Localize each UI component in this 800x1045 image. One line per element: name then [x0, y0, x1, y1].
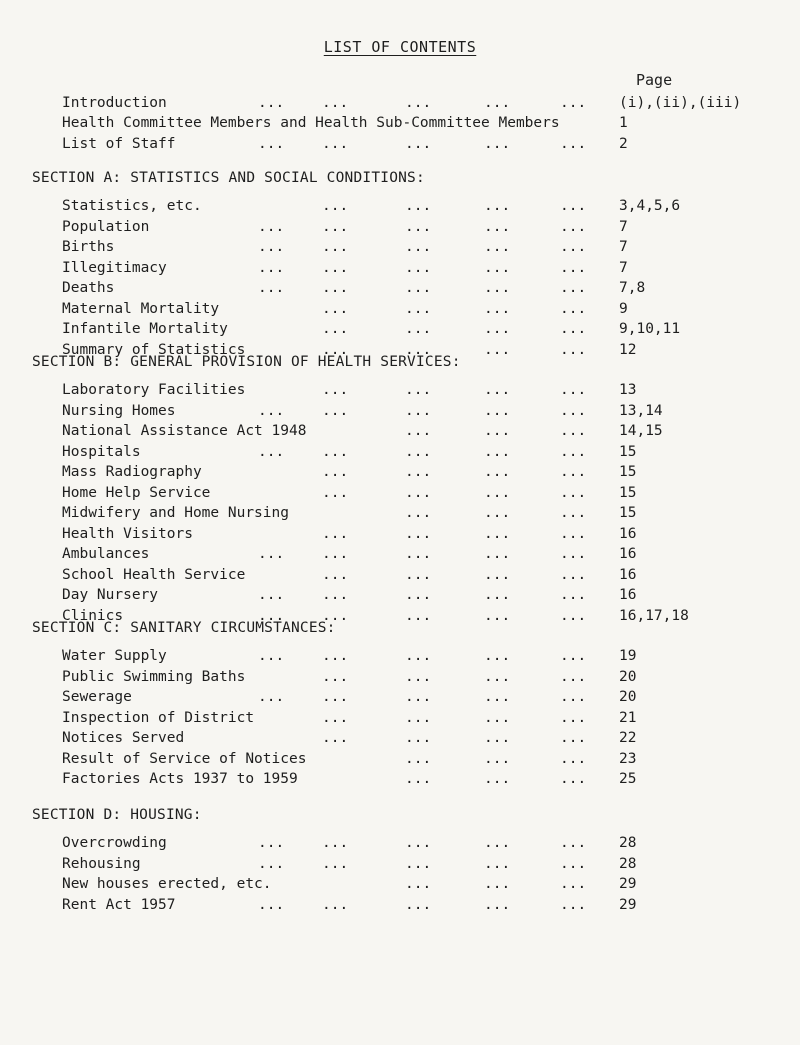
contents-entry: [62, 874, 762, 894]
entry-label: Deaths: [62, 280, 115, 296]
leader-dots: ...: [322, 402, 349, 419]
leader-dots: ...: [560, 750, 587, 767]
contents-entry: [62, 646, 762, 666]
entry-page-number: 1: [619, 115, 628, 131]
leader-dots: ...: [258, 95, 285, 111]
entry-label: Inspection of District: [62, 709, 255, 726]
leader-dots: ...: [405, 648, 432, 664]
leader-dots: ...: [560, 546, 587, 562]
leader-dots: ...: [405, 402, 432, 419]
leader-dots: ...: [258, 280, 285, 296]
leader-dots: ...: [560, 709, 587, 726]
leader-dots: ...: [484, 525, 511, 542]
leader-dots: ...: [258, 648, 285, 664]
dot-leader: [62, 217, 622, 237]
dot-leader: [62, 442, 622, 462]
leader-dots: ...: [405, 95, 432, 111]
entry-label: Summary of Statistics: [62, 341, 246, 358]
dot-leader: [62, 299, 622, 319]
leader-dots: ...: [258, 136, 285, 152]
leader-dots: ...: [560, 484, 587, 501]
leader-dots: ...: [405, 484, 432, 501]
contents-entry: [62, 503, 762, 523]
contents-entry: [62, 442, 762, 462]
leader-dots: ...: [405, 835, 432, 851]
entry-label: Notices Served: [62, 730, 185, 746]
entry-label: Rehousing: [62, 855, 141, 872]
dot-leader: [62, 258, 622, 278]
leader-dots: ...: [484, 423, 511, 439]
entry-label: Public Swimming Baths: [62, 668, 246, 685]
leader-dots: ...: [258, 835, 285, 851]
leader-dots: ...: [560, 464, 587, 480]
entry-label: Laboratory Facilities: [62, 382, 246, 398]
leader-dots: ...: [322, 341, 349, 358]
leader-dots: ...: [484, 443, 511, 460]
leader-dots: ...: [405, 300, 432, 317]
leader-dots: ...: [560, 771, 587, 787]
leader-dots: ...: [322, 896, 349, 913]
leader-dots: ...: [258, 546, 285, 562]
entry-label: School Health Service: [62, 566, 246, 583]
leader-dots: ...: [484, 464, 511, 480]
entry-page-number: 15: [619, 505, 637, 521]
leader-dots: ...: [484, 607, 511, 624]
entry-page-number: 12: [619, 341, 637, 358]
entry-page-number: 28: [619, 855, 637, 872]
leader-dots: ...: [405, 423, 432, 439]
leader-dots: ...: [560, 648, 587, 664]
leader-dots: ...: [405, 587, 432, 603]
leader-dots: ...: [322, 136, 349, 152]
dot-leader: [62, 565, 622, 585]
section-heading: SECTION B: GENERAL PROVISION OF HEALTH SERVICES:: [32, 354, 461, 370]
section-heading: SECTION A: STATISTICS AND SOCIAL CONDITIONS:: [32, 170, 425, 186]
dot-leader: [62, 483, 622, 503]
leader-dots: ...: [405, 876, 432, 892]
leader-dots: ...: [560, 321, 587, 337]
leader-dots: ...: [560, 95, 587, 111]
leader-dots: ...: [405, 443, 432, 460]
entry-page-number: 16: [619, 587, 637, 603]
entry-page-number: 7: [619, 239, 628, 255]
contents-entry: [62, 854, 762, 874]
leader-dots: ...: [405, 546, 432, 562]
leader-dots: ...: [258, 259, 285, 276]
leader-dots: ...: [322, 239, 349, 255]
leader-dots: ...: [405, 321, 432, 337]
contents-entry: [62, 380, 762, 400]
leader-dots: ...: [560, 566, 587, 583]
dot-leader: [62, 113, 622, 133]
contents-entry: [62, 585, 762, 605]
leader-dots: ...: [560, 668, 587, 685]
leader-dots: ...: [405, 218, 432, 235]
entry-page-number: 29: [619, 876, 637, 892]
leader-dots: ...: [484, 750, 511, 767]
leader-dots: ...: [258, 402, 285, 419]
contents-entry: [62, 134, 762, 154]
leader-dots: ...: [484, 566, 511, 583]
dot-leader: [62, 749, 622, 769]
leader-dots: ...: [484, 587, 511, 603]
leader-dots: ...: [484, 280, 511, 296]
leader-dots: ...: [322, 259, 349, 276]
entry-label: Day Nursery: [62, 587, 159, 603]
entry-page-number: 29: [619, 896, 637, 913]
entry-label: Births: [62, 239, 115, 255]
contents-entry: [62, 749, 762, 769]
leader-dots: ...: [405, 607, 432, 624]
entry-label: Clinics: [62, 607, 124, 624]
dot-leader: [62, 319, 622, 339]
entry-page-number: 13: [619, 382, 637, 398]
contents-entry: [62, 299, 762, 319]
leader-dots: ...: [484, 855, 511, 872]
entry-page-number: 28: [619, 835, 637, 851]
leader-dots: ...: [484, 239, 511, 255]
leader-dots: ...: [560, 300, 587, 317]
entry-label: Overcrowding: [62, 835, 167, 851]
dot-leader: [62, 687, 622, 707]
leader-dots: ...: [484, 341, 511, 358]
leader-dots: ...: [322, 689, 349, 705]
leader-dots: ...: [560, 402, 587, 419]
leader-dots: ...: [560, 239, 587, 255]
leader-dots: ...: [484, 668, 511, 685]
entry-label: Nursing Homes: [62, 402, 176, 419]
entry-label: List of Staff: [62, 136, 176, 152]
dot-leader: [62, 401, 622, 421]
leader-dots: ...: [405, 382, 432, 398]
contents-entry: [62, 401, 762, 421]
entry-page-number: 16: [619, 546, 637, 562]
entry-label: Factories Acts 1937 to 1959: [62, 771, 298, 787]
leader-dots: ...: [484, 730, 511, 746]
dot-leader: [62, 769, 622, 789]
leader-dots: ...: [405, 566, 432, 583]
contents-entry: [62, 544, 762, 564]
contents-entry: [62, 524, 762, 544]
leader-dots: ...: [560, 587, 587, 603]
leader-dots: ...: [484, 709, 511, 726]
entry-page-number: 15: [619, 443, 637, 460]
dot-leader: [62, 585, 622, 605]
dot-leader: [62, 524, 622, 544]
leader-dots: ...: [405, 668, 432, 685]
entry-label: Midwifery and Home Nursing: [62, 505, 289, 521]
leader-dots: ...: [560, 607, 587, 624]
leader-dots: ...: [405, 689, 432, 705]
dot-leader: [62, 667, 622, 687]
leader-dots: ...: [484, 689, 511, 705]
leader-dots: ...: [560, 198, 587, 214]
contents-entry: [62, 895, 762, 915]
leader-dots: ...: [405, 280, 432, 296]
dot-leader: [62, 237, 622, 257]
contents-entry: [62, 728, 762, 748]
entry-label: Rent Act 1957: [62, 896, 176, 913]
dot-leader: [62, 196, 622, 216]
entry-page-number: 3,4,5,6: [619, 198, 681, 214]
contents-entry: [62, 421, 762, 441]
leader-dots: ...: [258, 855, 285, 872]
leader-dots: ...: [258, 896, 285, 913]
leader-dots: ...: [405, 525, 432, 542]
leader-dots: ...: [322, 668, 349, 685]
leader-dots: ...: [405, 464, 432, 480]
leader-dots: ...: [258, 689, 285, 705]
leader-dots: ...: [322, 443, 349, 460]
entry-page-number: 9: [619, 300, 628, 317]
dot-leader: [62, 93, 622, 113]
leader-dots: ...: [322, 464, 349, 480]
contents-entry: [62, 319, 762, 339]
entry-page-number: 21: [619, 709, 637, 726]
leader-dots: ...: [484, 896, 511, 913]
leader-dots: ...: [405, 855, 432, 872]
entry-label: Result of Service of Notices: [62, 750, 307, 767]
entry-label: Ambulances: [62, 546, 150, 562]
dot-leader: [62, 833, 622, 853]
dot-leader: [62, 708, 622, 728]
dot-leader: [62, 134, 622, 154]
entry-label: Sewerage: [62, 689, 132, 705]
dot-leader: [62, 544, 622, 564]
leader-dots: ...: [560, 280, 587, 296]
contents-entry: [62, 462, 762, 482]
leader-dots: ...: [405, 239, 432, 255]
leader-dots: ...: [484, 321, 511, 337]
leader-dots: ...: [258, 218, 285, 235]
leader-dots: ...: [560, 689, 587, 705]
leader-dots: ...: [560, 525, 587, 542]
leader-dots: ...: [484, 648, 511, 664]
entry-label: Illegitimacy: [62, 259, 167, 276]
entry-label: Statistics, etc.: [62, 198, 202, 214]
leader-dots: ...: [405, 750, 432, 767]
leader-dots: ...: [405, 505, 432, 521]
contents-entry: [62, 565, 762, 585]
leader-dots: ...: [258, 607, 285, 624]
contents-entry: [62, 196, 762, 216]
entry-page-number: 9,10,11: [619, 321, 681, 337]
leader-dots: ...: [560, 423, 587, 439]
leader-dots: ...: [484, 382, 511, 398]
entry-page-number: 15: [619, 484, 637, 501]
leader-dots: ...: [258, 239, 285, 255]
entry-page-number: 20: [619, 689, 637, 705]
contents-entry: [62, 93, 762, 113]
entry-label: Health Committee Members and Health Sub-Committee Members: [62, 115, 560, 131]
leader-dots: ...: [258, 443, 285, 460]
entry-page-number: 19: [619, 648, 637, 664]
page-column-header: Page: [636, 71, 673, 89]
contents-entry: [62, 687, 762, 707]
entry-page-number: 22: [619, 730, 637, 746]
dot-leader: [62, 380, 622, 400]
dot-leader: [62, 854, 622, 874]
contents-entry: [62, 667, 762, 687]
leader-dots: ...: [560, 730, 587, 746]
leader-dots: ...: [484, 771, 511, 787]
leader-dots: ...: [405, 136, 432, 152]
leader-dots: ...: [258, 587, 285, 603]
contents-entry: [62, 833, 762, 853]
leader-dots: ...: [322, 95, 349, 111]
leader-dots: ...: [560, 835, 587, 851]
leader-dots: ...: [484, 300, 511, 317]
dot-leader: [62, 503, 622, 523]
contents-entry: [62, 278, 762, 298]
leader-dots: ...: [484, 546, 511, 562]
dot-leader: [62, 895, 622, 915]
leader-dots: ...: [560, 259, 587, 276]
leader-dots: ...: [484, 95, 511, 111]
leader-dots: ...: [405, 896, 432, 913]
leader-dots: ...: [484, 136, 511, 152]
entry-page-number: 13,14: [619, 402, 663, 419]
entry-label: Maternal Mortality: [62, 300, 220, 317]
leader-dots: ...: [322, 730, 349, 746]
section-heading: SECTION C: SANITARY CIRCUMSTANCES:: [32, 620, 336, 636]
entry-page-number: 16,17,18: [619, 607, 689, 624]
leader-dots: ...: [484, 198, 511, 214]
entry-label: Health Visitors: [62, 525, 193, 542]
leader-dots: ...: [322, 607, 349, 624]
entry-label: Infantile Mortality: [62, 321, 228, 337]
dot-leader: [62, 278, 622, 298]
dot-leader: [62, 421, 622, 441]
entry-page-number: (i),(ii),(iii): [619, 95, 742, 111]
leader-dots: ...: [484, 876, 511, 892]
contents-entry: [62, 708, 762, 728]
leader-dots: ...: [322, 525, 349, 542]
contents-entry: [62, 769, 762, 789]
leader-dots: ...: [560, 382, 587, 398]
leader-dots: ...: [322, 198, 349, 214]
entry-page-number: 16: [619, 566, 637, 583]
entry-label: Water Supply: [62, 648, 167, 664]
leader-dots: ...: [484, 484, 511, 501]
leader-dots: ...: [322, 709, 349, 726]
leader-dots: ...: [560, 136, 587, 152]
entry-page-number: 16: [619, 525, 637, 542]
leader-dots: ...: [322, 218, 349, 235]
entry-page-number: 14,15: [619, 423, 663, 439]
leader-dots: ...: [484, 402, 511, 419]
leader-dots: ...: [322, 835, 349, 851]
entry-label: New houses erected, etc.: [62, 876, 272, 892]
dot-leader: [62, 462, 622, 482]
leader-dots: ...: [560, 443, 587, 460]
leader-dots: ...: [322, 382, 349, 398]
entry-page-number: 7: [619, 259, 628, 276]
contents-entry: [62, 217, 762, 237]
leader-dots: ...: [560, 505, 587, 521]
page-title: LIST OF CONTENTS: [323, 38, 477, 56]
leader-dots: ...: [322, 484, 349, 501]
contents-entry: [62, 258, 762, 278]
leader-dots: ...: [405, 709, 432, 726]
leader-dots: ...: [484, 259, 511, 276]
leader-dots: ...: [484, 218, 511, 235]
leader-dots: ...: [405, 341, 432, 358]
leader-dots: ...: [405, 259, 432, 276]
leader-dots: ...: [322, 546, 349, 562]
leader-dots: ...: [484, 835, 511, 851]
contents-entry: [62, 237, 762, 257]
entry-label: Mass Radiography: [62, 464, 202, 480]
leader-dots: ...: [322, 321, 349, 337]
leader-dots: ...: [560, 341, 587, 358]
leader-dots: ...: [560, 218, 587, 235]
leader-dots: ...: [560, 855, 587, 872]
contents-entry: [62, 483, 762, 503]
leader-dots: ...: [322, 300, 349, 317]
entry-page-number: 23: [619, 750, 637, 767]
dot-leader: [62, 646, 622, 666]
entry-page-number: 7,8: [619, 280, 646, 296]
leader-dots: ...: [484, 505, 511, 521]
leader-dots: ...: [322, 280, 349, 296]
section-heading: SECTION D: HOUSING:: [32, 807, 202, 823]
leader-dots: ...: [405, 771, 432, 787]
leader-dots: ...: [560, 876, 587, 892]
entry-page-number: 7: [619, 218, 628, 235]
entry-page-number: 2: [619, 136, 628, 152]
leader-dots: ...: [322, 587, 349, 603]
entry-label: National Assistance Act 1948: [62, 423, 307, 439]
contents-entry: [62, 113, 762, 133]
entry-label: Introduction: [62, 95, 167, 111]
leader-dots: ...: [322, 855, 349, 872]
leader-dots: ...: [322, 566, 349, 583]
entry-label: Hospitals: [62, 443, 141, 460]
leader-dots: ...: [405, 198, 432, 214]
entry-page-number: 25: [619, 771, 637, 787]
leader-dots: ...: [322, 648, 349, 664]
entry-page-number: 15: [619, 464, 637, 480]
entry-label: Population: [62, 218, 150, 235]
dot-leader: [62, 728, 622, 748]
dot-leader: [62, 874, 622, 894]
leader-dots: ...: [560, 896, 587, 913]
entry-page-number: 20: [619, 668, 637, 685]
leader-dots: ...: [405, 730, 432, 746]
entry-label: Home Help Service: [62, 484, 211, 501]
